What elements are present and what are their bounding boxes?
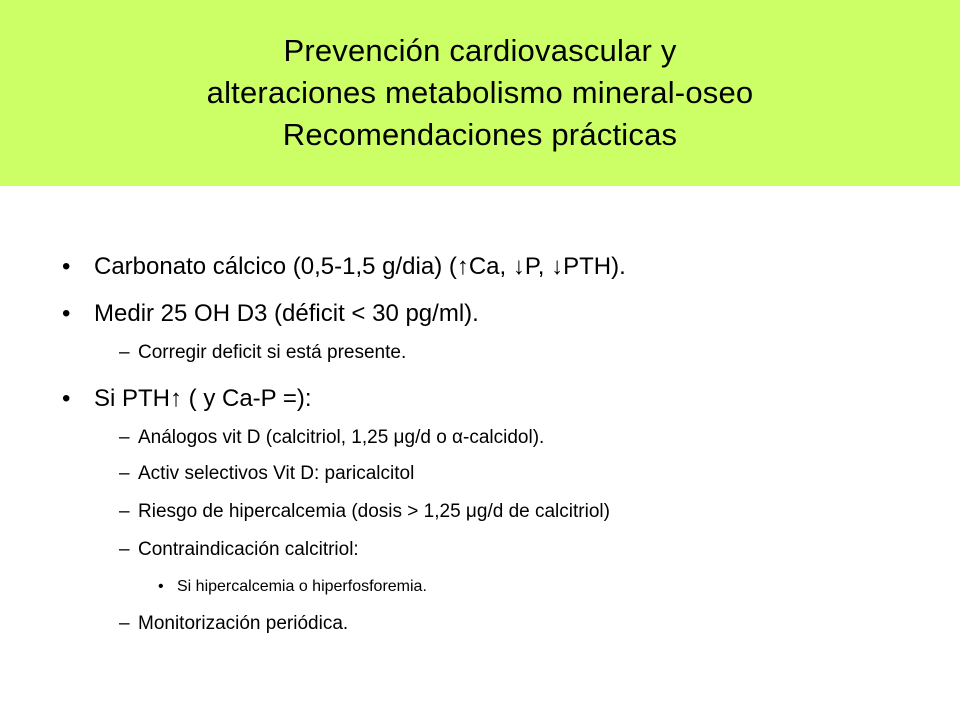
subsubbullet-text: Si hipercalcemia o hiperfosforemia.	[177, 578, 427, 595]
bullet-text: Si PTH↑ ( y Ca-P =):	[94, 385, 312, 412]
dash-marker: –	[119, 501, 130, 522]
bullet-marker: •	[158, 578, 164, 595]
bullet-text: Carbonato cálcico (0,5-1,5 g/dia) (↑Ca, ↓P, ↓PTH).	[94, 253, 626, 280]
subbullet-text: Activ selectivos Vit D: paricalcitol	[138, 463, 415, 484]
subbullet-text: Contraindicación calcitriol:	[138, 539, 359, 560]
slide-title-line-2: alteraciones metabolismo mineral-oseo	[206, 75, 754, 110]
bullet-text: Medir 25 OH D3 (déficit < 30 pg/ml).	[94, 300, 479, 327]
slide-title-line-3: Recomendaciones prácticas	[282, 117, 678, 152]
dash-marker: –	[119, 539, 130, 560]
subbullet-text: Corregir deficit si está presente.	[138, 342, 407, 363]
subbullet-text: Análogos vit D (calcitriol, 1,25 μg/d o α-calcidol).	[138, 427, 545, 448]
subbullet-text: Riesgo de hipercalcemia (dosis > 1,25 μg/d de calcitriol)	[138, 501, 610, 522]
dash-marker: –	[119, 463, 130, 484]
dash-marker: –	[119, 342, 130, 363]
slide-title-line-1: Prevención cardiovascular y	[283, 33, 677, 68]
dash-marker: –	[119, 427, 130, 448]
bullet-marker: •	[62, 253, 71, 280]
bullet-marker: •	[62, 300, 71, 327]
dash-marker: –	[119, 613, 130, 634]
bullet-marker: •	[62, 385, 71, 412]
subbullet-text: Monitorización periódica.	[138, 613, 349, 634]
